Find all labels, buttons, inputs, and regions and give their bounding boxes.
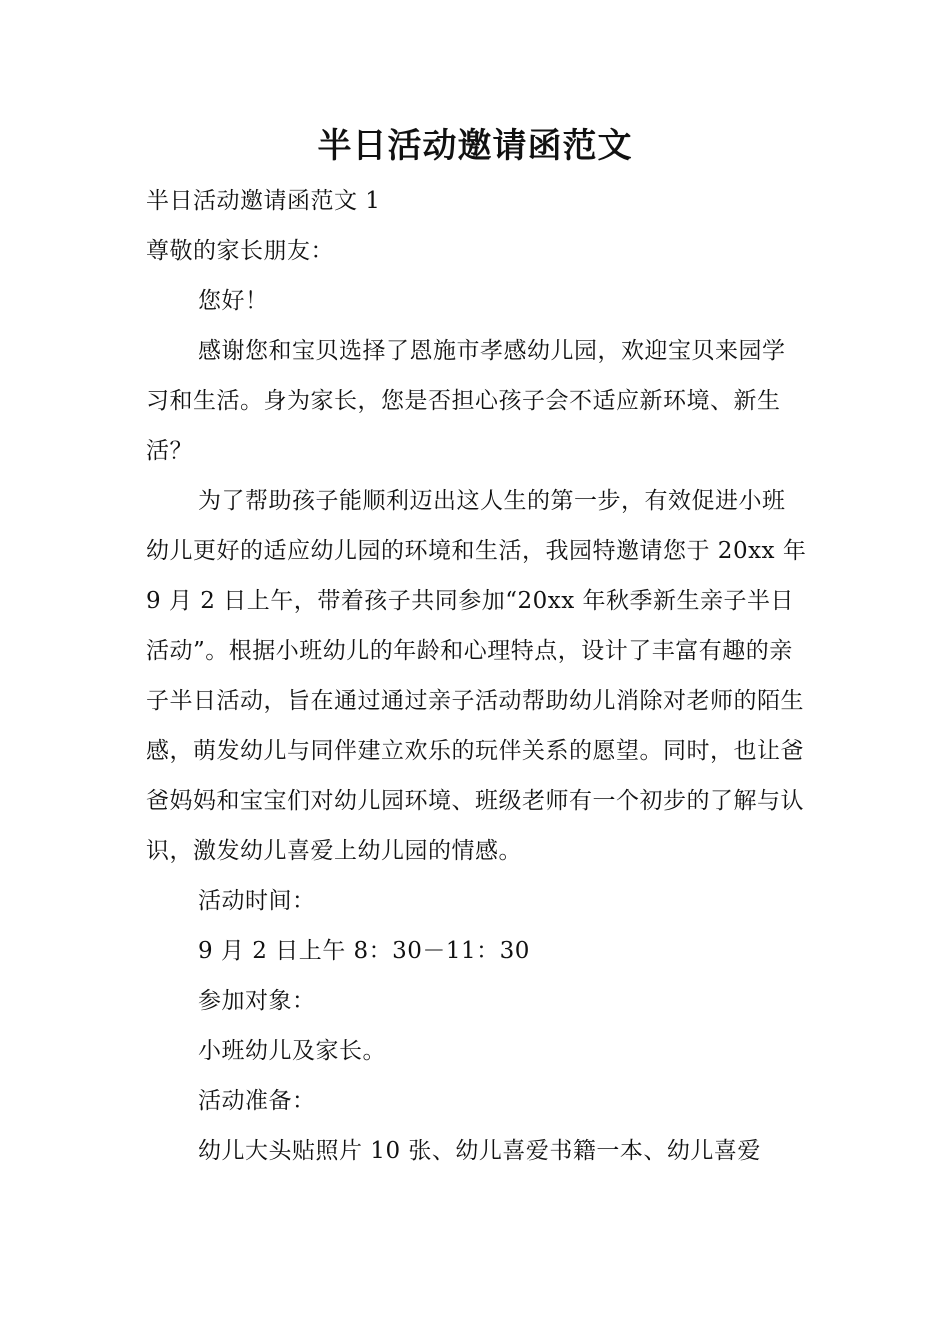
section-heading: 半日活动邀请函范文 1 xyxy=(146,188,381,214)
preparation-label: 活动准备： xyxy=(198,1088,316,1114)
participants-value: 小班幼儿及家长。 xyxy=(198,1038,386,1064)
salutation: 尊敬的家长朋友： xyxy=(146,238,334,264)
document-title: 半日活动邀请函范文 xyxy=(317,126,633,166)
document-body xyxy=(146,176,808,1176)
activity-time-label: 活动时间： xyxy=(198,888,316,914)
paragraph-intro: 感谢您和宝贝选择了恩施市孝感幼儿园，欢迎宝贝来园学习和生活。身为家长，您是否担心孩子会不适应新环境、新生活？ xyxy=(146,338,786,464)
preparation-value: 幼儿大头贴照片 10 张、幼儿喜爱书籍一本、幼儿喜爱 xyxy=(198,1138,761,1164)
paragraph-invitation: 为了帮助孩子能顺利迈出这人生的第一步，有效促进小班幼儿更好的适应幼儿园的环境和生活，我园特邀请您于 20xx 年 9 月 2 日上午，带着孩子共同参加“20xx 年秋季新生亲子半日活动”。根据小班幼儿的年龄和心理特点，设计了丰富有趣的亲子半日活动，旨在通过通过亲子活动帮助幼儿消除对老师的陌生感，萌发幼儿与同伴建立欢乐的玩伴关系的愿望。同时，也让爸爸妈妈和宝宝们对幼儿园环境、班级老师有一个初步的了解与认识，激发幼儿喜爱上幼儿园的情感。 xyxy=(146,488,807,864)
greeting: 您好！ xyxy=(198,288,269,314)
participants-label: 参加对象： xyxy=(198,988,316,1014)
activity-time-value: 9 月 2 日上午 8：30－11：30 xyxy=(198,938,530,964)
